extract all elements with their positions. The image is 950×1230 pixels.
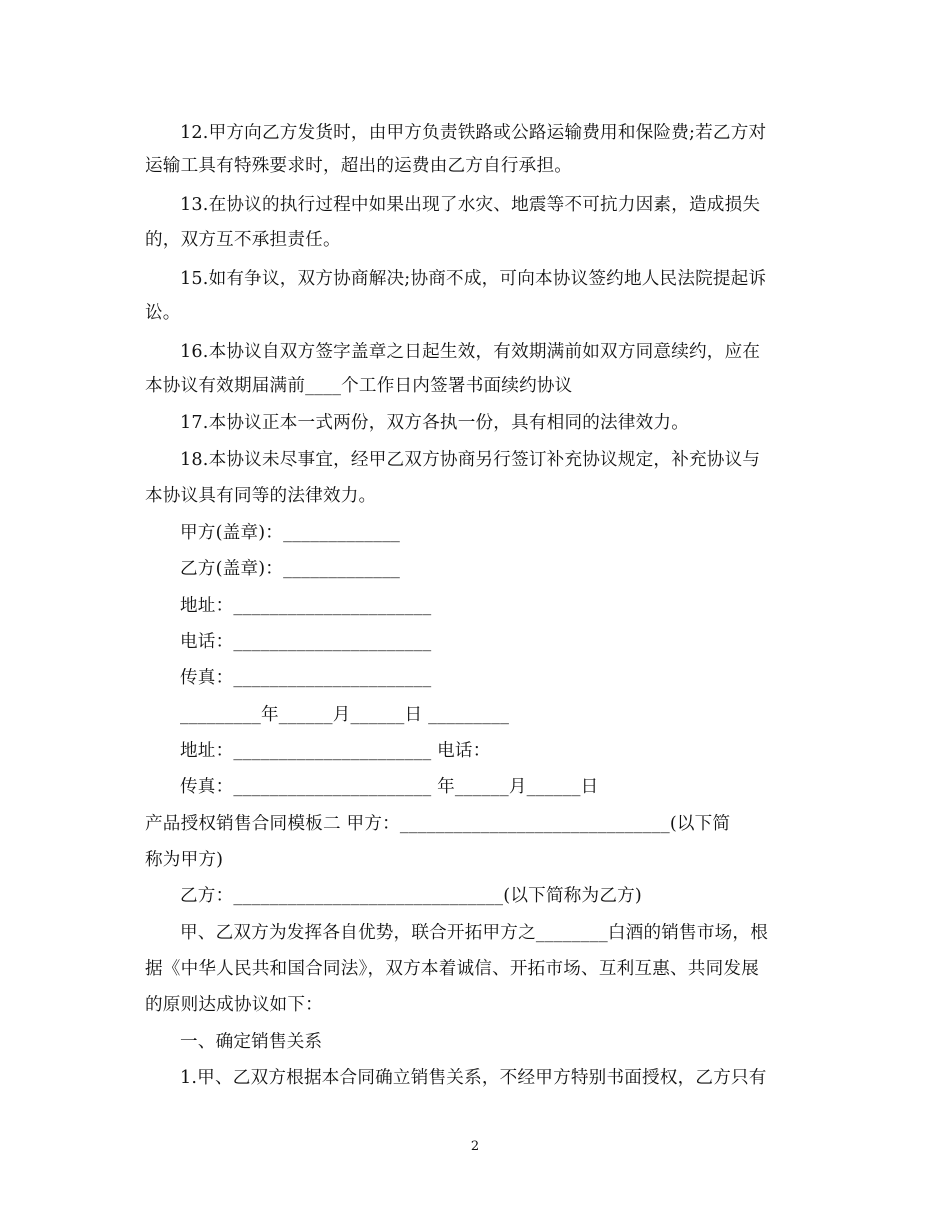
text-line: 15.如有争议，双方协商解决;协商不成，可向本协议签约地人民法院提起诉 (180, 269, 767, 289)
address-line: 地址：______________________ (180, 596, 432, 616)
text-line: 的，双方互不承担责任。 (145, 230, 341, 250)
signature-line-party-b: 乙方(盖章)：_____________ (180, 559, 401, 579)
text-line: 18.本协议未尽事宜，经甲乙双方协商另行签订补充协议规定，补充协议与 (180, 450, 761, 470)
address-phone-line: 地址：______________________ 电话： (180, 741, 491, 761)
phone-line: 电话：______________________ (180, 632, 432, 652)
text-line: 13.在协议的执行过程中如果出现了水灾、地震等不可抗力因素，造成损失 (180, 195, 761, 215)
text-line: 称为甲方) (145, 850, 224, 870)
text-line: 16.本协议自双方签字盖章之日起生效，有效期满前如双方同意续约，应在 (180, 342, 761, 362)
text-line: 据《中华人民共和国合同法》，双方本着诚信、开拓市场、互利互惠、共同发展 (145, 959, 759, 979)
fax-line: 传真：______________________ (180, 668, 432, 688)
party-b-line: 乙方：______________________________(以下简称为乙方) (180, 886, 642, 906)
text-line: 讼。 (145, 303, 181, 323)
fax-date-line: 传真：______________________ 年______月______日 (180, 777, 599, 797)
text-line: 的原则达成协议如下： (145, 995, 323, 1015)
text-line: 甲、乙双方为发挥各自优势，联合开拓甲方之________白酒的销售市场，根 (180, 923, 768, 943)
page-number: 2 (470, 1139, 480, 1154)
date-line: _________年______月______日 _________ (180, 705, 510, 725)
text-line: 17.本协议正本一式两份，双方各执一份，具有相同的法律效力。 (180, 413, 690, 433)
text-line: 本协议有效期届满前____个工作日内签署书面续约协议 (145, 376, 573, 396)
text-line: 12.甲方向乙方发货时，由甲方负责铁路或公路运输费用和保险费;若乙方对 (180, 123, 767, 143)
section-heading: 一、确定销售关系 (180, 1032, 323, 1052)
text-line: 本协议具有同等的法律效力。 (145, 486, 377, 506)
text-line: 运输工具有特殊要求时，超出的运费由乙方自行承担。 (145, 156, 573, 176)
text-line: 1.甲、乙双方根据本合同确立销售关系，不经甲方特别书面授权，乙方只有 (180, 1068, 767, 1088)
signature-line-party-a: 甲方(盖章)：_____________ (180, 523, 401, 543)
template-title-line: 产品授权销售合同模板二 甲方：______________________________(以下简 (145, 814, 731, 834)
